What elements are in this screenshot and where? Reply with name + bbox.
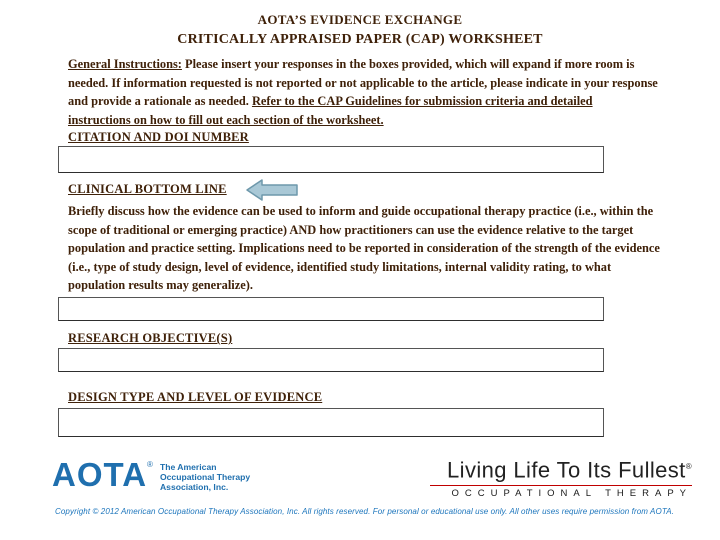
section-heading-clinical-bottom-line: CLINICAL BOTTOM LINE [68,182,227,196]
tagline-rule [430,485,692,486]
tagline-occupational-therapy: OCCUPATIONAL THERAPY [451,488,692,500]
page-title: AOTA’S EVIDENCE EXCHANGE [257,12,463,27]
design-type-response-box[interactable] [58,408,604,437]
left-arrow-icon [246,179,298,201]
aota-logo [52,458,250,492]
tagline-registered-mark: ® [685,462,692,471]
aota-org-name-line3: Association, Inc. [159,482,229,492]
aota-org-name [160,462,250,492]
research-objectives-response-box[interactable] [58,348,604,372]
aota-org-name-line1: The American [159,462,217,472]
page-subtitle: CRITICALLY APPRAISED PAPER (CAP) WORKSHEET [177,32,543,47]
general-instructions [68,55,658,129]
tagline-text [422,454,692,483]
general-instructions-body: Please insert your responses in the boxes provided, which will expand if more room is needed. If information requested is not reported or not applicable to the article, please indicate in your response and provide a rationale as needed. [68,57,658,108]
clinical-bottom-line-response-box[interactable] [58,297,604,321]
aota-org-name-line2: Occupational Therapy [159,472,251,482]
clinical-bottom-line-description: Briefly discuss how the evidence can be used to inform and guide occupational therapy practice (i.e., within the scope of traditional or emerging practice) AND how practitioners can use the evidence relative to the target population and practice setting. Implications need to be reported in consideration of the strength of the evidence (i.e., type of study design, level of evidence, identified study limitations, internal validity rating, to what population results may generalize). [68,204,660,293]
aota-logo-text: AOTA [52,456,148,493]
aota-registered-mark: ® [147,460,153,469]
section-heading-citation: CITATION AND DOI NUMBER [68,130,249,144]
general-instructions-label: General Instructions: [68,57,182,71]
section-heading-research-objectives: RESEARCH OBJECTIVE(S) [68,331,233,345]
general-instructions-emphasis: Refer to the CAP Guidelines for submission criteria and detailed instructions on how to fill out each section of the worksheet. [68,94,593,127]
tagline-lockup [422,454,692,499]
citation-response-box[interactable] [58,146,604,173]
tagline-words: Living Life To Its Fullest [447,457,686,483]
section-heading-design-type: DESIGN TYPE AND LEVEL OF EVIDENCE [68,390,323,404]
copyright-notice: Copyright © 2012 American Occupational Therapy Association, Inc. All rights reserved. For personal or educational use only. All other uses require permission from AOTA. [55,507,674,516]
